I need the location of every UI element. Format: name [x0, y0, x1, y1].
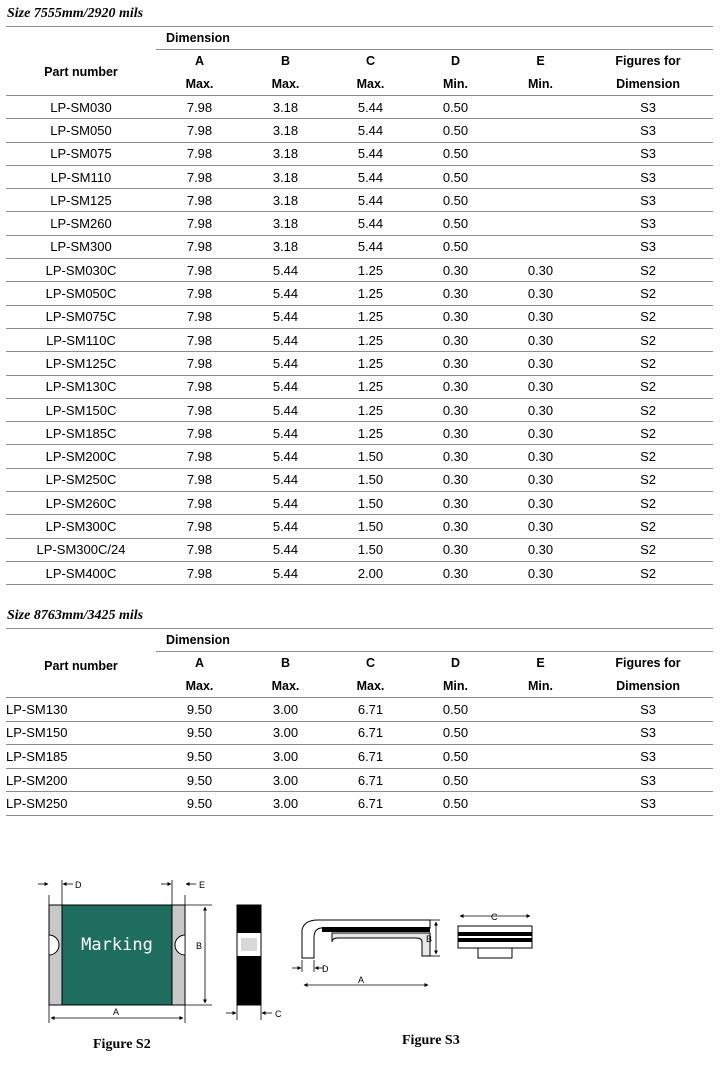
limit-header: Max.: [185, 678, 214, 693]
col-header-e: E: [536, 54, 545, 69]
figure-s3-iso-view: [292, 920, 440, 985]
table-cell: S3: [583, 745, 713, 769]
table-cell: 3.00: [243, 792, 328, 816]
table-cell: 3.18: [243, 119, 328, 142]
table-cell: 0.30: [413, 328, 498, 351]
table-cell: 6.71: [328, 792, 413, 816]
table-cell: 7.98: [156, 492, 243, 515]
table-cell: S3: [583, 768, 713, 792]
table-cell: S2: [583, 422, 713, 445]
marking-label: Marking: [81, 935, 153, 955]
table-cell: 9.50: [156, 792, 243, 816]
table-cell: 5.44: [328, 189, 413, 212]
table-cell: 5.44: [243, 492, 328, 515]
table-cell: 5.44: [328, 142, 413, 165]
table-cell: 9.50: [156, 745, 243, 769]
col-header-b: B: [280, 656, 291, 671]
table-row: [6, 212, 713, 235]
table-cell: 7.98: [156, 538, 243, 561]
table-cell: 0.50: [413, 212, 498, 235]
table-cell: 0.30: [413, 445, 498, 468]
table-cell: 0.30: [498, 422, 583, 445]
table-cell: 0.50: [413, 745, 498, 769]
part-number-cell: LP-SM260: [6, 212, 156, 235]
table-row: [6, 561, 713, 584]
table-cell: 5.44: [243, 561, 328, 584]
table-cell: S3: [583, 96, 713, 119]
table-cell: 1.25: [328, 375, 413, 398]
dimension-header: Dimension: [156, 27, 713, 50]
table-cell: 0.50: [413, 792, 498, 816]
table-row: [6, 259, 713, 282]
table-cell: 5.44: [243, 538, 328, 561]
table-cell: 0.30: [498, 375, 583, 398]
table-cell: 0.50: [413, 142, 498, 165]
table-cell: [498, 142, 583, 165]
table-cell: S2: [583, 305, 713, 328]
limit-header: Min.: [528, 678, 553, 693]
col-header-d: D: [450, 54, 461, 69]
limit-header: Min.: [443, 678, 468, 693]
table-cell: 1.50: [328, 538, 413, 561]
table-cell: S2: [583, 282, 713, 305]
table-cell: 7.98: [156, 422, 243, 445]
table-cell: 0.30: [498, 282, 583, 305]
table-cell: 5.44: [243, 515, 328, 538]
part-number-cell: LP-SM075C: [6, 305, 156, 328]
section1-title: Size 7555mm/2920 mils: [7, 6, 144, 21]
table-cell: 0.30: [498, 305, 583, 328]
table-row: [6, 698, 713, 722]
table-cell: S3: [583, 721, 713, 745]
table-row: [6, 792, 713, 816]
table-cell: 6.71: [328, 768, 413, 792]
part-number-cell: LP-SM400C: [6, 561, 156, 584]
dim-label-a: A: [113, 1007, 120, 1017]
table-cell: 0.30: [413, 352, 498, 375]
col-header-b: B: [280, 54, 291, 69]
table-cell: 0.30: [413, 398, 498, 421]
table-cell: 1.50: [328, 492, 413, 515]
table-row: [6, 468, 713, 491]
table-cell: 1.50: [328, 515, 413, 538]
dim-label-a-s3: A: [358, 975, 365, 985]
table-cell: S2: [583, 561, 713, 584]
table-cell: 1.50: [328, 468, 413, 491]
table-cell: [498, 235, 583, 258]
figures-area: [0, 860, 720, 1071]
figures-header: Figures for: [615, 656, 681, 671]
figures-header-2: Dimension: [616, 678, 680, 693]
table-cell: 5.44: [243, 468, 328, 491]
table-row: [6, 189, 713, 212]
table-cell: 5.44: [243, 282, 328, 305]
table-row: [6, 768, 713, 792]
table-row: [6, 398, 713, 421]
table-row: [6, 165, 713, 188]
part-number-cell: LP-SM130: [6, 698, 156, 722]
limit-header: Min.: [528, 76, 553, 91]
table-cell: 5.44: [243, 305, 328, 328]
table-cell: 1.25: [328, 398, 413, 421]
table-cell: 1.25: [328, 259, 413, 282]
table-cell: 5.44: [328, 119, 413, 142]
table-cell: S3: [583, 212, 713, 235]
limit-header: Max.: [271, 76, 300, 91]
table-cell: 0.30: [498, 561, 583, 584]
table-row: [6, 721, 713, 745]
table-cell: [498, 745, 583, 769]
table-cell: 0.30: [498, 492, 583, 515]
table-cell: 3.00: [243, 721, 328, 745]
table-cell: 6.71: [328, 698, 413, 722]
table-row: [6, 538, 713, 561]
table-cell: 7.98: [156, 189, 243, 212]
table-row: [6, 328, 713, 351]
part-number-cell: LP-SM030C: [6, 259, 156, 282]
table-cell: [498, 768, 583, 792]
table-cell: [498, 792, 583, 816]
table-row: [6, 282, 713, 305]
table-cell: 7.98: [156, 398, 243, 421]
table-cell: 0.50: [413, 768, 498, 792]
table-row: [6, 96, 713, 119]
table-cell: 7.98: [156, 165, 243, 188]
part-number-cell: LP-SM030: [6, 96, 156, 119]
table-cell: 1.25: [328, 305, 413, 328]
table-cell: 0.30: [413, 375, 498, 398]
part-number-cell: LP-SM110C: [6, 328, 156, 351]
section2-title: Size 8763mm/3425 mils: [7, 608, 144, 623]
table-cell: S2: [583, 375, 713, 398]
part-number-cell: LP-SM185: [6, 745, 156, 769]
part-number-cell: LP-SM050C: [6, 282, 156, 305]
table-row: [6, 492, 713, 515]
table-cell: 2.00: [328, 561, 413, 584]
table-cell: 3.00: [243, 768, 328, 792]
figures-header-2: Dimension: [616, 76, 680, 91]
col-header-a: A: [194, 656, 205, 671]
table-cell: 1.25: [328, 352, 413, 375]
dim-label-b: B: [196, 941, 203, 951]
table-cell: 0.50: [413, 698, 498, 722]
table-cell: 0.30: [413, 492, 498, 515]
table-cell: 7.98: [156, 375, 243, 398]
table-cell: 3.18: [243, 235, 328, 258]
part-number-cell: LP-SM075: [6, 142, 156, 165]
table-cell: S3: [583, 698, 713, 722]
table-cell: S3: [583, 119, 713, 142]
table-cell: 1.25: [328, 422, 413, 445]
limit-header: Max.: [271, 678, 300, 693]
limit-header: Max.: [356, 76, 385, 91]
table-cell: 5.44: [243, 375, 328, 398]
limit-header: Max.: [356, 678, 385, 693]
table-cell: 0.30: [413, 561, 498, 584]
table-cell: 5.44: [243, 328, 328, 351]
dim-label-d: D: [75, 880, 82, 890]
table-cell: 0.50: [413, 119, 498, 142]
table-cell: 7.98: [156, 305, 243, 328]
part-number-cell: LP-SM150C: [6, 398, 156, 421]
table-cell: 0.30: [498, 515, 583, 538]
table-cell: 0.30: [413, 305, 498, 328]
table-cell: 3.18: [243, 189, 328, 212]
table-cell: 5.44: [243, 445, 328, 468]
spec-table-8763: [6, 628, 713, 816]
table-cell: 3.18: [243, 212, 328, 235]
table-cell: 7.98: [156, 142, 243, 165]
table-cell: 5.44: [243, 352, 328, 375]
table-cell: 7.98: [156, 119, 243, 142]
figure-s3-caption: Figure S3: [402, 1033, 460, 1048]
table-cell: 3.00: [243, 745, 328, 769]
part-number-cell: LP-SM150: [6, 721, 156, 745]
col-header-a: A: [194, 54, 205, 69]
table-cell: [498, 721, 583, 745]
table-cell: 0.30: [413, 259, 498, 282]
table-cell: 9.50: [156, 698, 243, 722]
table-cell: 3.18: [243, 142, 328, 165]
table-cell: 0.30: [498, 398, 583, 421]
table-cell: 1.25: [328, 282, 413, 305]
dim-label-c: C: [275, 1009, 282, 1019]
table-cell: S3: [583, 235, 713, 258]
table-cell: 7.98: [156, 96, 243, 119]
col-header-c: C: [365, 656, 376, 671]
table-cell: 6.71: [328, 745, 413, 769]
table-cell: S2: [583, 352, 713, 375]
part-number-cell: LP-SM250: [6, 792, 156, 816]
table-cell: 0.30: [498, 538, 583, 561]
table-cell: 1.50: [328, 445, 413, 468]
table-cell: S3: [583, 165, 713, 188]
table-cell: 7.98: [156, 445, 243, 468]
table-cell: 0.30: [498, 445, 583, 468]
table-cell: 3.18: [243, 165, 328, 188]
part-number-cell: LP-SM250C: [6, 468, 156, 491]
table-cell: S2: [583, 538, 713, 561]
table-cell: 0.30: [413, 515, 498, 538]
table-cell: 7.98: [156, 561, 243, 584]
table-row: [6, 515, 713, 538]
table-cell: 5.44: [328, 235, 413, 258]
part-number-cell: LP-SM300: [6, 235, 156, 258]
part-number-cell: LP-SM260C: [6, 492, 156, 515]
table-cell: 0.30: [498, 468, 583, 491]
table-cell: 0.30: [498, 352, 583, 375]
table-cell: 5.44: [243, 398, 328, 421]
figures-header: Figures for: [615, 54, 681, 69]
table-cell: 7.98: [156, 468, 243, 491]
table-cell: 3.00: [243, 698, 328, 722]
table-cell: 9.50: [156, 721, 243, 745]
dim-label-e: E: [199, 880, 206, 890]
table-cell: 9.50: [156, 768, 243, 792]
table-cell: 0.30: [413, 468, 498, 491]
figure-s3-end-view: [458, 912, 532, 958]
figure-s2-caption: Figure S2: [93, 1037, 151, 1052]
spec-table-7555: [6, 26, 713, 585]
table-cell: 6.71: [328, 721, 413, 745]
part-number-cell: LP-SM130C: [6, 375, 156, 398]
col-header-c: C: [365, 54, 376, 69]
col-header-d: D: [450, 656, 461, 671]
table-cell: 7.98: [156, 352, 243, 375]
table-row: [6, 745, 713, 769]
table-row: [6, 352, 713, 375]
part-number-cell: LP-SM185C: [6, 422, 156, 445]
table-row: [6, 142, 713, 165]
table-cell: 0.50: [413, 235, 498, 258]
table-cell: S3: [583, 792, 713, 816]
limit-header: Max.: [185, 76, 214, 91]
table-cell: 5.44: [328, 96, 413, 119]
table-cell: S2: [583, 515, 713, 538]
part-number-header: Part number: [44, 65, 118, 80]
table-cell: [498, 119, 583, 142]
table-cell: 7.98: [156, 235, 243, 258]
table-row: [6, 119, 713, 142]
table-cell: 3.18: [243, 96, 328, 119]
table-row: [6, 375, 713, 398]
table-cell: 1.25: [328, 328, 413, 351]
part-number-cell: LP-SM200C: [6, 445, 156, 468]
table-cell: S2: [583, 468, 713, 491]
table-cell: 5.44: [328, 212, 413, 235]
table-cell: S3: [583, 189, 713, 212]
table-cell: 0.50: [413, 721, 498, 745]
table-cell: 0.30: [413, 538, 498, 561]
table-row: [6, 305, 713, 328]
header-cell: [6, 27, 156, 50]
limit-header: Min.: [443, 76, 468, 91]
table-cell: [498, 189, 583, 212]
table-cell: 0.30: [413, 282, 498, 305]
table-cell: [498, 698, 583, 722]
part-number-cell: LP-SM125: [6, 189, 156, 212]
part-number-cell: LP-SM110: [6, 165, 156, 188]
table-cell: S2: [583, 445, 713, 468]
table-cell: S2: [583, 492, 713, 515]
header-cell: [6, 675, 156, 698]
table-row: [6, 445, 713, 468]
dim-label-d-s3: D: [322, 964, 329, 974]
dim-label-c-s3: C: [491, 912, 498, 922]
table-cell: 0.30: [413, 422, 498, 445]
table-cell: 0.50: [413, 165, 498, 188]
table-cell: 0.30: [498, 259, 583, 282]
table-cell: S2: [583, 259, 713, 282]
table-cell: [498, 165, 583, 188]
table-cell: 5.44: [243, 259, 328, 282]
figure-s2-top-view: [38, 880, 212, 1023]
part-number-cell: LP-SM050: [6, 119, 156, 142]
figure-s2-side-view: [226, 905, 282, 1020]
table-cell: S2: [583, 328, 713, 351]
table-cell: S2: [583, 398, 713, 421]
table-cell: [498, 212, 583, 235]
table-cell: 0.30: [498, 328, 583, 351]
table-cell: 7.98: [156, 212, 243, 235]
table-cell: 5.44: [243, 422, 328, 445]
table-cell: 0.50: [413, 96, 498, 119]
table-row: [6, 422, 713, 445]
table-cell: 7.98: [156, 328, 243, 351]
part-number-cell: LP-SM300C: [6, 515, 156, 538]
table-cell: [498, 96, 583, 119]
part-number-cell: LP-SM300C/24: [6, 538, 156, 561]
table-cell: 7.98: [156, 515, 243, 538]
table-row: [6, 235, 713, 258]
table-cell: 0.50: [413, 189, 498, 212]
table-cell: 7.98: [156, 282, 243, 305]
dimension-header: Dimension: [156, 629, 713, 652]
table-cell: 5.44: [328, 165, 413, 188]
dim-label-b-s3: B: [426, 934, 433, 944]
part-number-header: Part number: [6, 629, 156, 675]
table-cell: S3: [583, 142, 713, 165]
part-number-cell: LP-SM125C: [6, 352, 156, 375]
part-number-cell: LP-SM200: [6, 768, 156, 792]
table-cell: 7.98: [156, 259, 243, 282]
col-header-e: E: [536, 656, 545, 671]
